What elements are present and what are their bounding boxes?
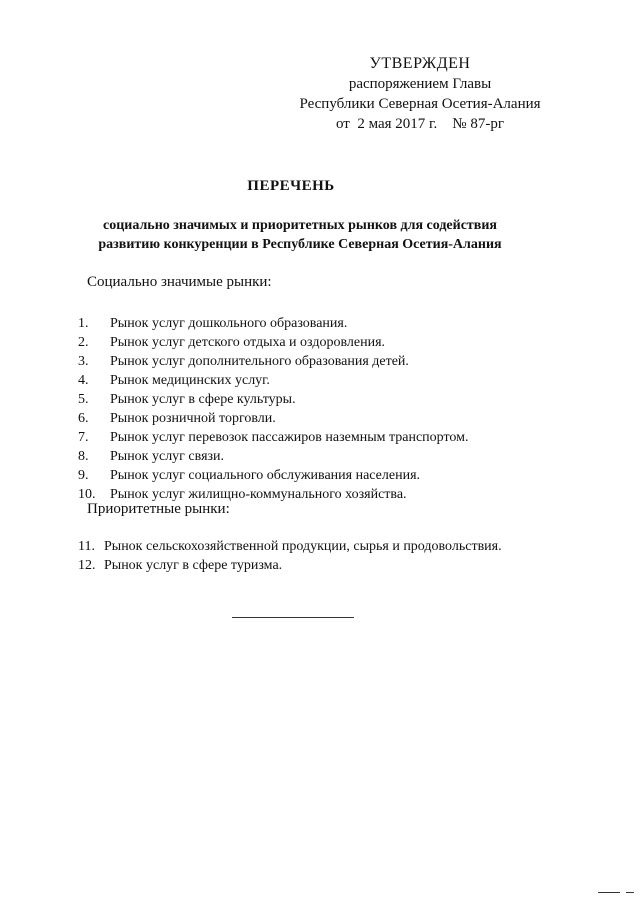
- document-heading: ПЕРЕЧЕНЬ: [247, 178, 335, 194]
- list-item-number: 11.: [78, 539, 95, 554]
- list-item: [78, 466, 469, 485]
- list-item: [78, 352, 469, 371]
- list-item-number: 9.: [78, 468, 89, 483]
- list-item-text: Рынок услуг связи.: [110, 449, 225, 464]
- corner-scan-marks: [598, 892, 634, 896]
- section-label-priority: Приоритетные рынки:: [87, 501, 230, 517]
- list-item-number: 1.: [78, 316, 89, 331]
- corner-mark-dash: [598, 892, 620, 893]
- approval-line-1: распоряжением Главы: [348, 76, 492, 92]
- approval-date-prefix: от: [336, 116, 350, 132]
- list-item-text: Рынок сельскохозяйственной продукции, сырья и продовольствия.: [104, 539, 502, 554]
- approval-title: УТВЕРЖДЕН: [369, 55, 471, 72]
- end-divider-line: [232, 617, 354, 618]
- list-item: [78, 409, 469, 428]
- list-item-number: 2.: [78, 335, 89, 350]
- subheading-line-1: социально значимых и приоритетных рынков для содействия: [102, 218, 497, 233]
- list-item-text: Рынок услуг жилищно-коммунального хозяйства.: [110, 487, 407, 502]
- list-item-text: Рынок услуг в сфере культуры.: [110, 392, 296, 407]
- list-item: [78, 556, 502, 575]
- list-item-text: Рынок услуг социального обслуживания населения.: [110, 468, 421, 483]
- list-item: [78, 537, 502, 556]
- approval-number: № 87-рг: [452, 116, 504, 132]
- list-item: [78, 428, 469, 447]
- document-subheading: [60, 216, 540, 254]
- approval-stamp: [250, 54, 590, 134]
- approval-date: 2 мая 2017 г.: [357, 116, 438, 132]
- section-label-social: Социально значимые рынки:: [87, 274, 272, 290]
- list-item-text: Рынок розничной торговли.: [110, 411, 276, 426]
- list-item-text: Рынок услуг в сфере туризма.: [104, 558, 283, 573]
- corner-mark-dash: [626, 892, 634, 893]
- priority-markets-list: [78, 537, 502, 575]
- list-item: [78, 371, 469, 390]
- list-item-text: Рынок услуг дошкольного образования.: [110, 316, 348, 331]
- list-item-text: Рынок медицинских услуг.: [110, 373, 270, 388]
- list-item: [78, 314, 469, 333]
- list-item-number: 4.: [78, 373, 89, 388]
- list-item: [78, 447, 469, 466]
- list-item-text: Рынок услуг дополнительного образования детей.: [110, 354, 409, 369]
- list-item: [78, 333, 469, 352]
- list-item-text: Рынок услуг детского отдыха и оздоровления.: [110, 335, 386, 350]
- approval-date-line: [250, 114, 590, 134]
- list-item-number: 5.: [78, 392, 89, 407]
- list-item-number: 10.: [78, 487, 96, 502]
- list-item-number: 3.: [78, 354, 89, 369]
- approval-line-2: Республики Северная Осетия-Алания: [299, 96, 541, 112]
- subheading-line-2: развитию конкуренции в Республике Северная Осетия-Алания: [98, 237, 502, 252]
- list-item: [78, 390, 469, 409]
- list-item-text: Рынок услуг перевозок пассажиров наземным транспортом.: [110, 430, 469, 445]
- list-item-number: 7.: [78, 430, 89, 445]
- list-item-number: 8.: [78, 449, 89, 464]
- social-markets-list: [78, 314, 469, 504]
- list-item-number: 12.: [78, 558, 96, 573]
- list-item-number: 6.: [78, 411, 89, 426]
